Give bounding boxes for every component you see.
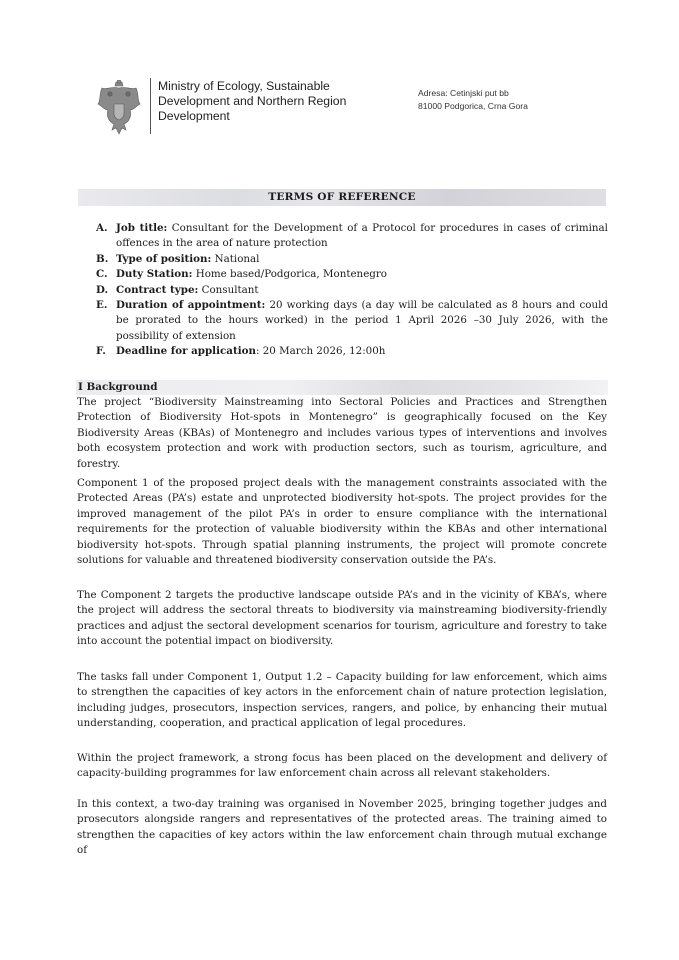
- list-item: [96, 267, 608, 282]
- item-value: Consultant for the Development of a Protocol for procedures in cases of criminal offences in the area of nature protection: [116, 222, 608, 250]
- item-letter: D.: [96, 283, 109, 296]
- section-heading-band: [76, 380, 608, 395]
- item-label: Deadline for application: [116, 345, 256, 358]
- title-band: [78, 189, 606, 206]
- item-label: Duration of appointment:: [116, 299, 266, 312]
- paragraph: The tasks fall under Component 1, Output 1.2 – Capacity building for law enforcement, which aims to strengthen the capacities of key actors in the enforcement chain of nature protection legislation, including judges, prosecutors, inspection services, rangers, and police, by enhancing their mutual understanding, cooperation, and practical application of legal procedures.: [77, 671, 607, 730]
- list-item: [96, 344, 608, 359]
- item-value: Consultant: [201, 283, 259, 296]
- list-item: [96, 283, 608, 298]
- item-letter: E.: [96, 299, 108, 312]
- paragraph: In this context, a two-day training was organised in November 2025, bringing together judges and prosecutors alongside rangers and representatives of the protected areas. The training aimed to strengthen the capacities of key actors within the law enforcement chain through mutual exchange of: [77, 798, 607, 857]
- paragraph: Within the project framework, a strong focus has been placed on the development and delivery of capacity-building programmes for law enforcement chain across all relevant stakeholders.: [77, 752, 607, 780]
- header-divider: [150, 78, 151, 134]
- item-label: Job title:: [116, 222, 168, 234]
- item-letter: B.: [96, 252, 109, 265]
- terms-list: [96, 221, 608, 360]
- ministry-name: Ministry of Ecology, Sustainable Development and Northern Region Development: [158, 79, 347, 123]
- item-label: Type of position:: [116, 252, 212, 265]
- address-line-1: Adresa: Cetinjski put bb: [418, 88, 509, 98]
- item-letter: C.: [96, 268, 108, 281]
- section-heading: I Background: [78, 381, 158, 393]
- list-item: [96, 221, 608, 252]
- paragraph: Component 1 of the proposed project deals with the management constraints associated with the Protected Areas (PA’s) estate and unprotected biodiversity hot-spots. The project provides for the improved management of the pilot PA’s in order to ensure compliance with the international requirements for the protection of valuable biodiversity within the KBAs and other international biodiversity hot-spots. Through spatial planning instruments, the project will promote concrete solutions for valuable and threatened biodiversity conservation outside the PA’s.: [77, 477, 607, 567]
- item-letter: A.: [96, 222, 108, 234]
- document-title: TERMS OF REFERENCE: [268, 191, 416, 203]
- item-value: : 20 March 2026, 12:00h: [255, 345, 386, 358]
- coat-of-arms-emblem: [96, 80, 142, 136]
- item-label: Contract type:: [116, 283, 199, 296]
- item-value: 20 working days (a day will be calculated as 8 hours and could be prorated to the hours worked) in the period 1 April 2026 –30 July 2026, with the possibility of extension: [116, 299, 608, 342]
- list-item: [96, 252, 608, 267]
- item-letter: F.: [96, 345, 106, 358]
- item-value: National: [214, 252, 260, 265]
- list-item: [96, 298, 608, 344]
- address-line-2: 81000 Podgorica, Crna Gora: [418, 101, 528, 111]
- item-value: Home based/Podgorica, Montenegro: [195, 268, 388, 281]
- paragraph: The Component 2 targets the productive landscape outside PA’s and in the vicinity of KBA’s, where the project will address the sectoral threats to biodiversity via mainstreaming biodiversity-friendly practices and adjust the sectoral development scenarios for tourism, agriculture and forestry to take into account the potential impact on biodiversity.: [77, 589, 607, 648]
- ministry-address: [418, 87, 548, 113]
- item-label: Duty Station:: [116, 268, 193, 281]
- paragraph: The project “Biodiversity Mainstreaming into Sectoral Policies and Practices and Strengthen Protection of Biodiversity Hot-spots in Montenegro” is geographically focused on the Key Biodiversity Areas (KBAs) of Montenegro and includes various types of interventions and involves both ecosystem protection and work with production sectors, such as tourism, agriculture, and forestry.: [77, 396, 607, 470]
